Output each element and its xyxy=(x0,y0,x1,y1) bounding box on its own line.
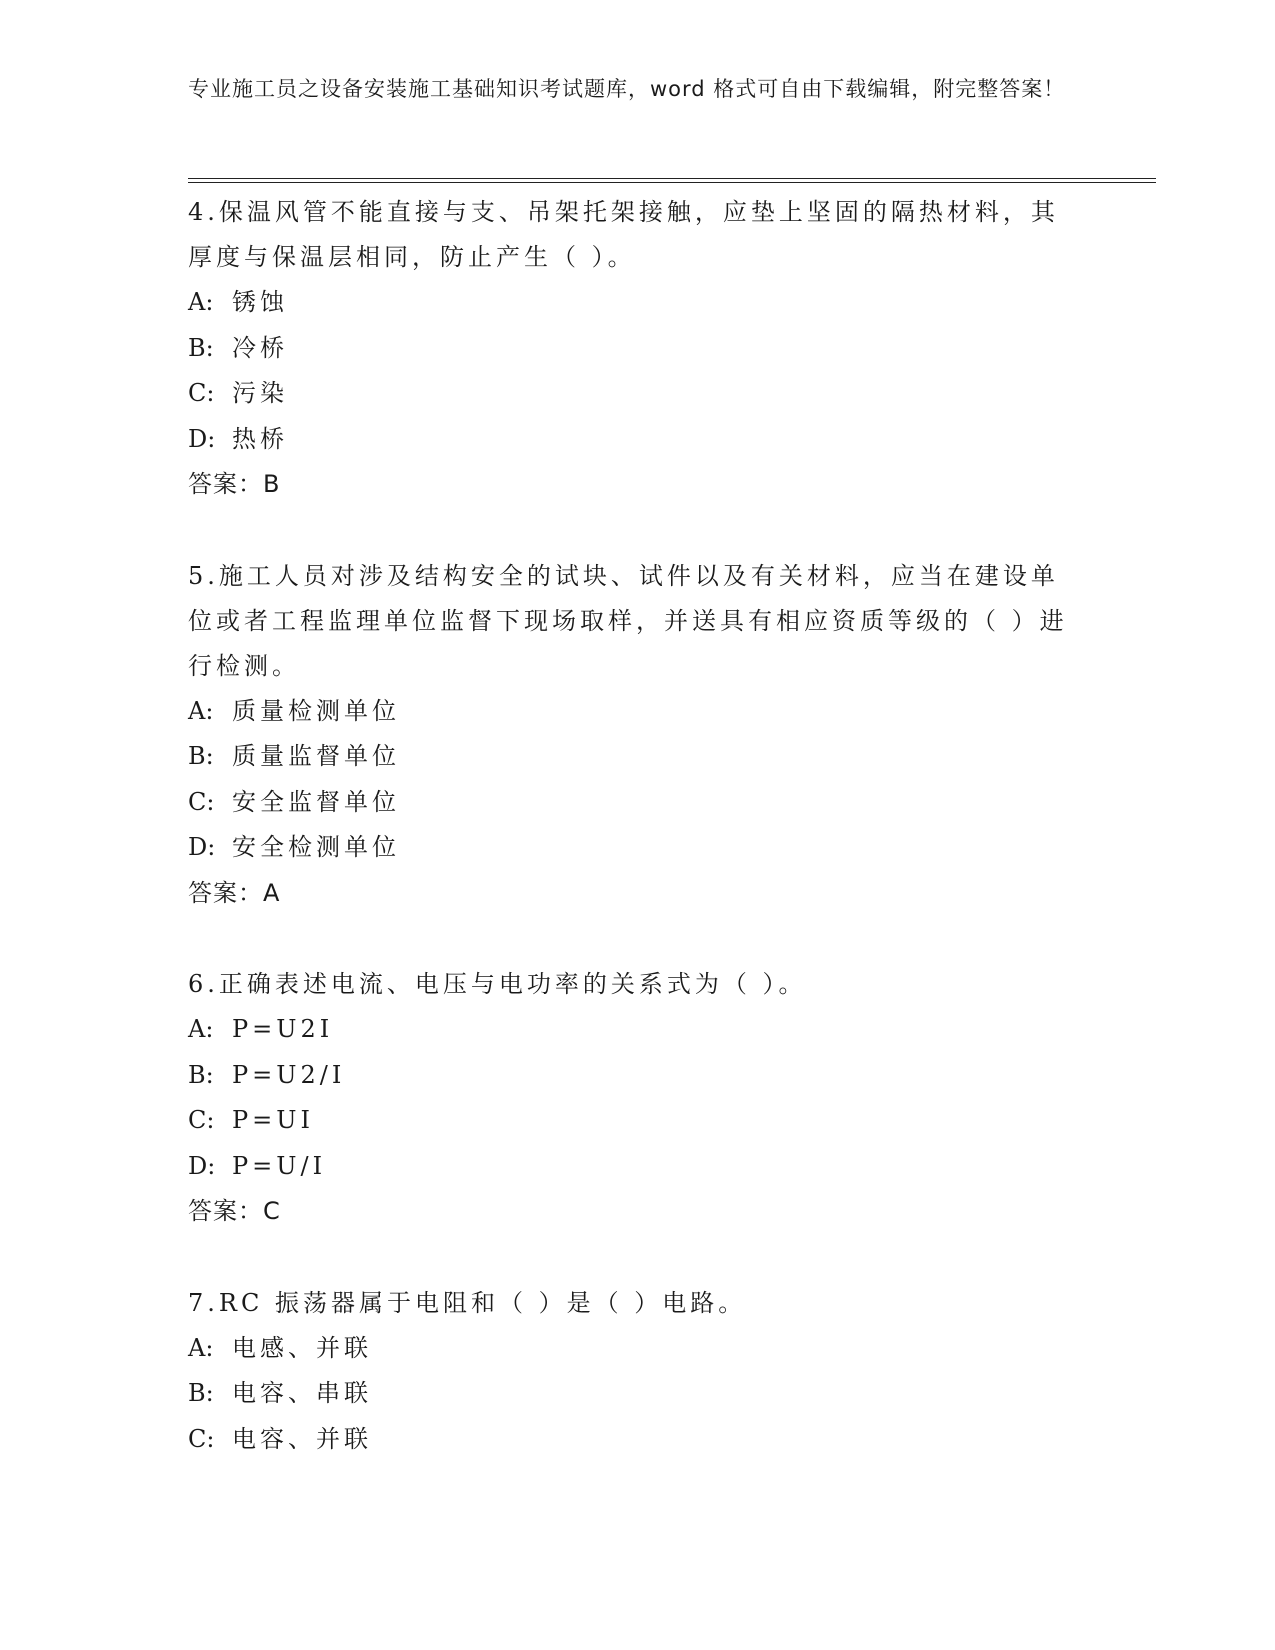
option-letter: A: xyxy=(188,288,214,316)
option-c xyxy=(188,1417,1068,1463)
question-text: 6.正确表述电流、电压与电功率的关系式为（ ）。 xyxy=(188,970,807,998)
option-letter: A: xyxy=(188,696,214,725)
option-text: 质量检测单位 xyxy=(232,696,400,725)
option-letter: B: xyxy=(188,1379,214,1407)
option-letter: B: xyxy=(188,1060,214,1089)
question-5 xyxy=(188,554,1068,917)
option-text: 电感、并联 xyxy=(232,1333,372,1362)
question-list xyxy=(188,190,1068,1462)
option-text: P=U2I xyxy=(232,1015,334,1043)
question-text: 7.RC 振荡器属于电阻和（ ）是（ ）电路。 xyxy=(188,1288,747,1317)
option-text: 质量监督单位 xyxy=(232,742,400,770)
option-b xyxy=(188,734,1068,780)
header-divider-bottom xyxy=(188,182,1156,183)
option-letter: A: xyxy=(188,1333,214,1362)
option-c xyxy=(188,1098,1068,1144)
option-letter: D: xyxy=(188,424,216,453)
answer-line: 答案：B xyxy=(188,470,281,498)
option-text: 安全监督单位 xyxy=(232,787,400,816)
option-letter: A: xyxy=(188,1015,214,1043)
option-letter: B: xyxy=(188,333,214,362)
option-text: 锈蚀 xyxy=(232,288,288,316)
option-a xyxy=(188,689,1068,735)
option-a xyxy=(188,1007,1068,1053)
option-c xyxy=(188,371,1068,417)
option-text: P=UI xyxy=(232,1106,314,1134)
option-letter: C: xyxy=(188,379,215,407)
option-letter: C: xyxy=(188,787,215,816)
option-letter: C: xyxy=(188,1424,215,1453)
option-b xyxy=(188,1371,1068,1417)
option-d xyxy=(188,417,1068,463)
option-d xyxy=(188,825,1068,871)
option-text: 电容、并联 xyxy=(232,1424,372,1453)
header-divider-top xyxy=(188,178,1156,179)
option-c xyxy=(188,780,1068,826)
option-b xyxy=(188,326,1068,372)
question-spacer xyxy=(188,916,1068,962)
option-d xyxy=(188,1144,1068,1190)
option-text: 电容、串联 xyxy=(232,1379,372,1407)
question-6 xyxy=(188,962,1068,1235)
option-text: 冷桥 xyxy=(232,333,288,362)
option-text: 安全检测单位 xyxy=(232,833,400,861)
option-letter: D: xyxy=(188,833,216,861)
question-text: 4.保温风管不能直接与支、吊架托架接触，应垫上坚固的隔热材料，其厚度与保温层相同，防止产生（ ）。 xyxy=(188,198,1059,271)
option-text: P=U2/I xyxy=(232,1060,346,1089)
option-letter: D: xyxy=(188,1151,216,1180)
question-text: 5.施工人员对涉及结构安全的试块、试件以及有关材料，应当在建设单位或者工程监理单位监督下现场取样，并送具有相应资质等级的（ ）进行检测。 xyxy=(188,561,1068,680)
option-text: 热桥 xyxy=(232,424,288,453)
answer-line: 答案：A xyxy=(188,878,281,907)
question-4 xyxy=(188,190,1068,508)
option-b xyxy=(188,1053,1068,1099)
option-a xyxy=(188,280,1068,326)
answer-line: 答案：C xyxy=(188,1197,281,1225)
option-letter: B: xyxy=(188,742,214,770)
option-text: P=U/I xyxy=(232,1151,327,1180)
option-letter: C: xyxy=(188,1106,215,1134)
document-header: 专业施工员之设备安装施工基础知识考试题库，word 格式可自由下载编辑，附完整答案！ xyxy=(188,77,1066,101)
option-a xyxy=(188,1326,1068,1372)
question-spacer xyxy=(188,1235,1068,1281)
option-text: 污染 xyxy=(232,379,288,407)
question-spacer xyxy=(188,508,1068,554)
question-7 xyxy=(188,1281,1068,1463)
